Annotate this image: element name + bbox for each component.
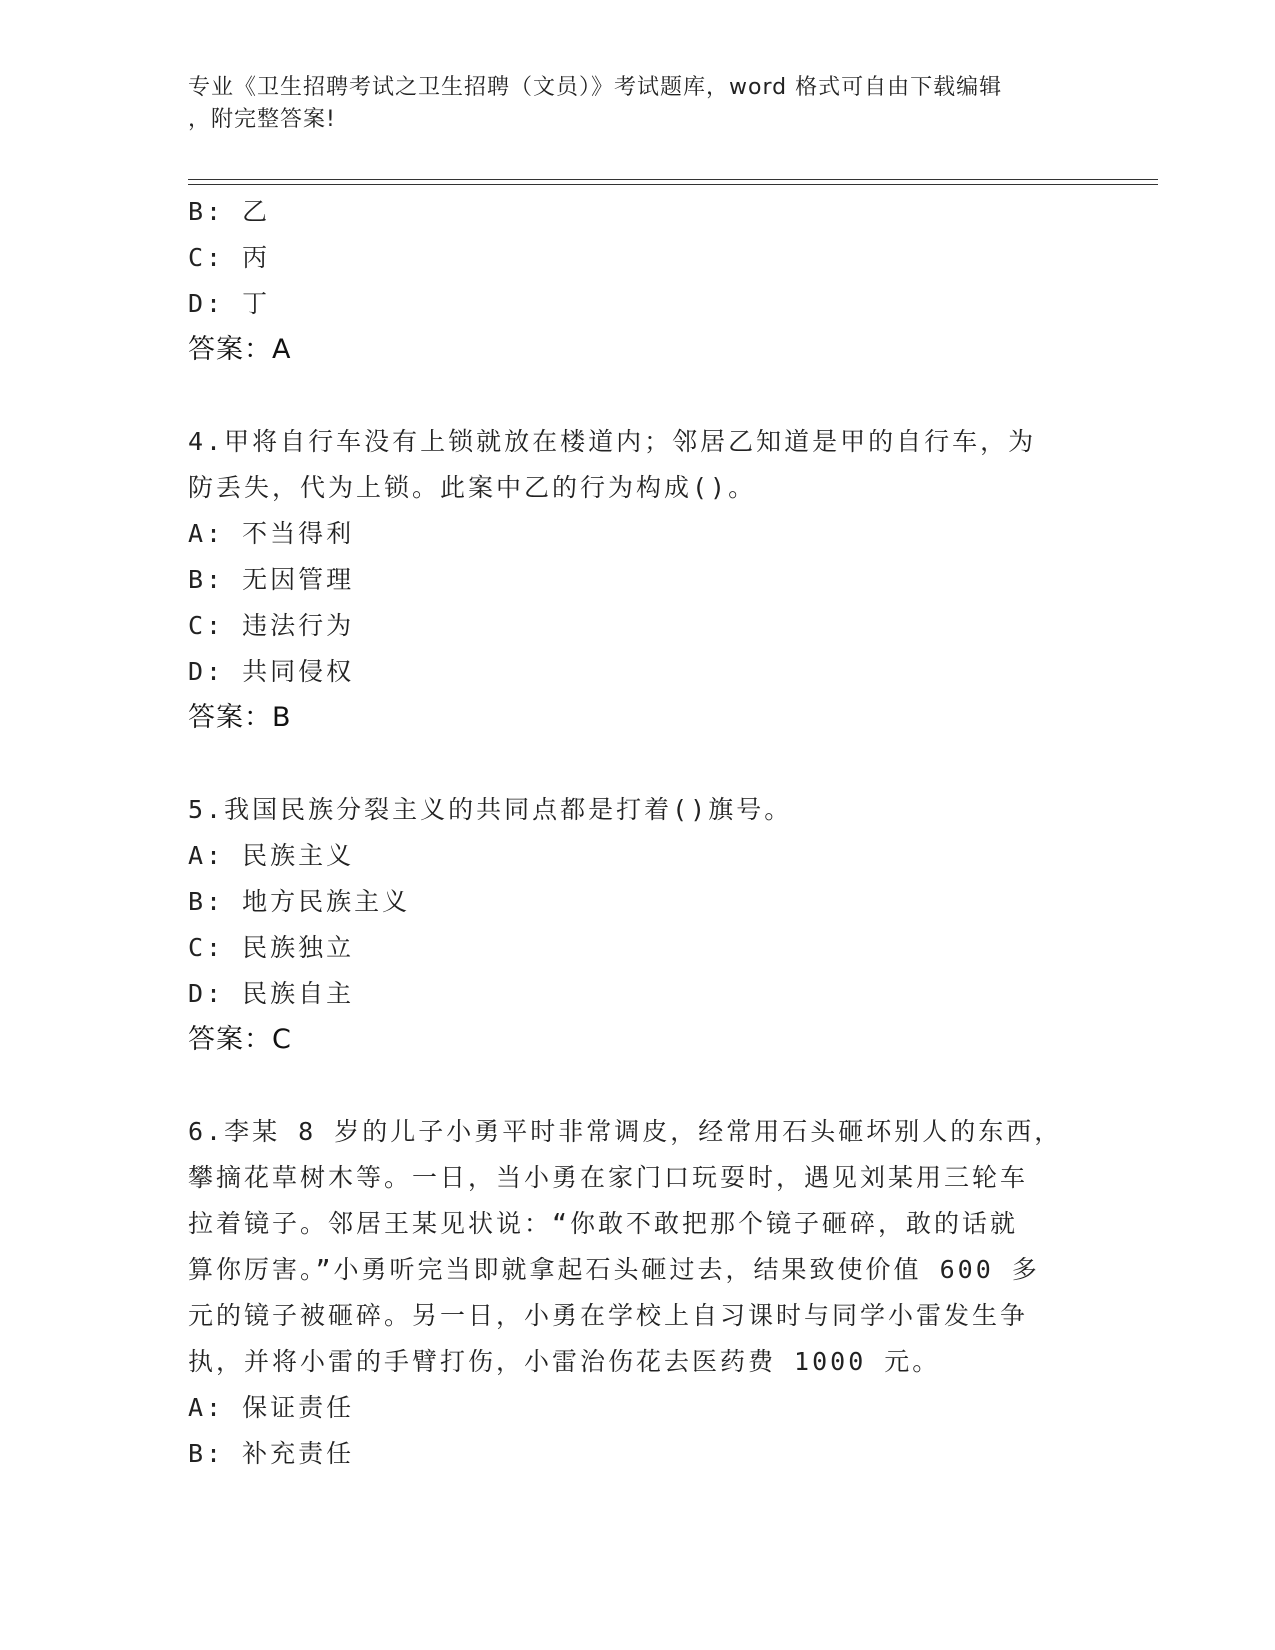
question-6 (188, 1109, 1068, 1477)
question-stem: 拉着镜子。邻居王某见状说：“你敢不敢把那个镜子砸碎，敢的话就 (188, 1209, 1019, 1238)
question-stem: 算你厉害。”小勇听完当即就拿起石头砸过去，结果致使价值 600 多 (188, 1255, 1040, 1284)
question-stem: 元的镜子被砸碎。另一日，小勇在学校上自习课时与同学小雷发生争 (188, 1301, 1029, 1330)
question-stem: 防丢失，代为上锁。此案中乙的行为构成()。 (188, 473, 757, 502)
option-d: D: 民族自主 (188, 979, 355, 1008)
question-stem: 4.甲将自行车没有上锁就放在楼道内；邻居乙知道是甲的自行车，为 (188, 427, 1037, 456)
question-3 (188, 189, 1068, 373)
option-c: C: 违法行为 (188, 611, 355, 640)
question-stem: 执，并将小雷的手臂打伤，小雷治伤花去医药费 1000 元。 (188, 1347, 941, 1376)
option-d: D: 丁 (188, 289, 271, 318)
question-list (188, 189, 1068, 1477)
option-a: A: 不当得利 (188, 519, 355, 548)
option-d: D: 共同侵权 (188, 657, 355, 686)
option-b: B: 无因管理 (188, 565, 355, 594)
question-4 (188, 419, 1068, 741)
header-line-2: ，附完整答案! (188, 107, 336, 132)
option-b: B: 地方民族主义 (188, 887, 411, 916)
answer-line: 答案：A (188, 334, 292, 365)
header-line-1: 专业《卫生招聘考试之卫生招聘（文员）》考试题库，word 格式可自由下载编辑 (188, 75, 1003, 100)
question-stem: 6.李某 8 岁的儿子小勇平时非常调皮，经常用石头砸坏别人的东西， (188, 1117, 1063, 1146)
spacer (188, 373, 1068, 419)
document-header (188, 72, 1068, 136)
question-stem: 攀摘花草树木等。一日，当小勇在家门口玩耍时，遇见刘某用三轮车 (188, 1163, 1029, 1192)
question-5 (188, 787, 1068, 1063)
spacer (188, 741, 1068, 787)
header-rule-top (188, 179, 1158, 180)
header-rule-bottom (188, 184, 1158, 185)
answer-line: 答案：B (188, 702, 292, 733)
option-c: C: 丙 (188, 243, 271, 272)
option-c: C: 民族独立 (188, 933, 355, 962)
question-stem: 5.我国民族分裂主义的共同点都是打着()旗号。 (188, 795, 793, 824)
spacer (188, 1063, 1068, 1109)
option-a: A: 民族主义 (188, 841, 355, 870)
option-b: B: 补充责任 (188, 1439, 355, 1468)
answer-line: 答案：C (188, 1024, 292, 1055)
option-b: B: 乙 (188, 197, 271, 226)
option-a: A: 保证责任 (188, 1393, 355, 1422)
